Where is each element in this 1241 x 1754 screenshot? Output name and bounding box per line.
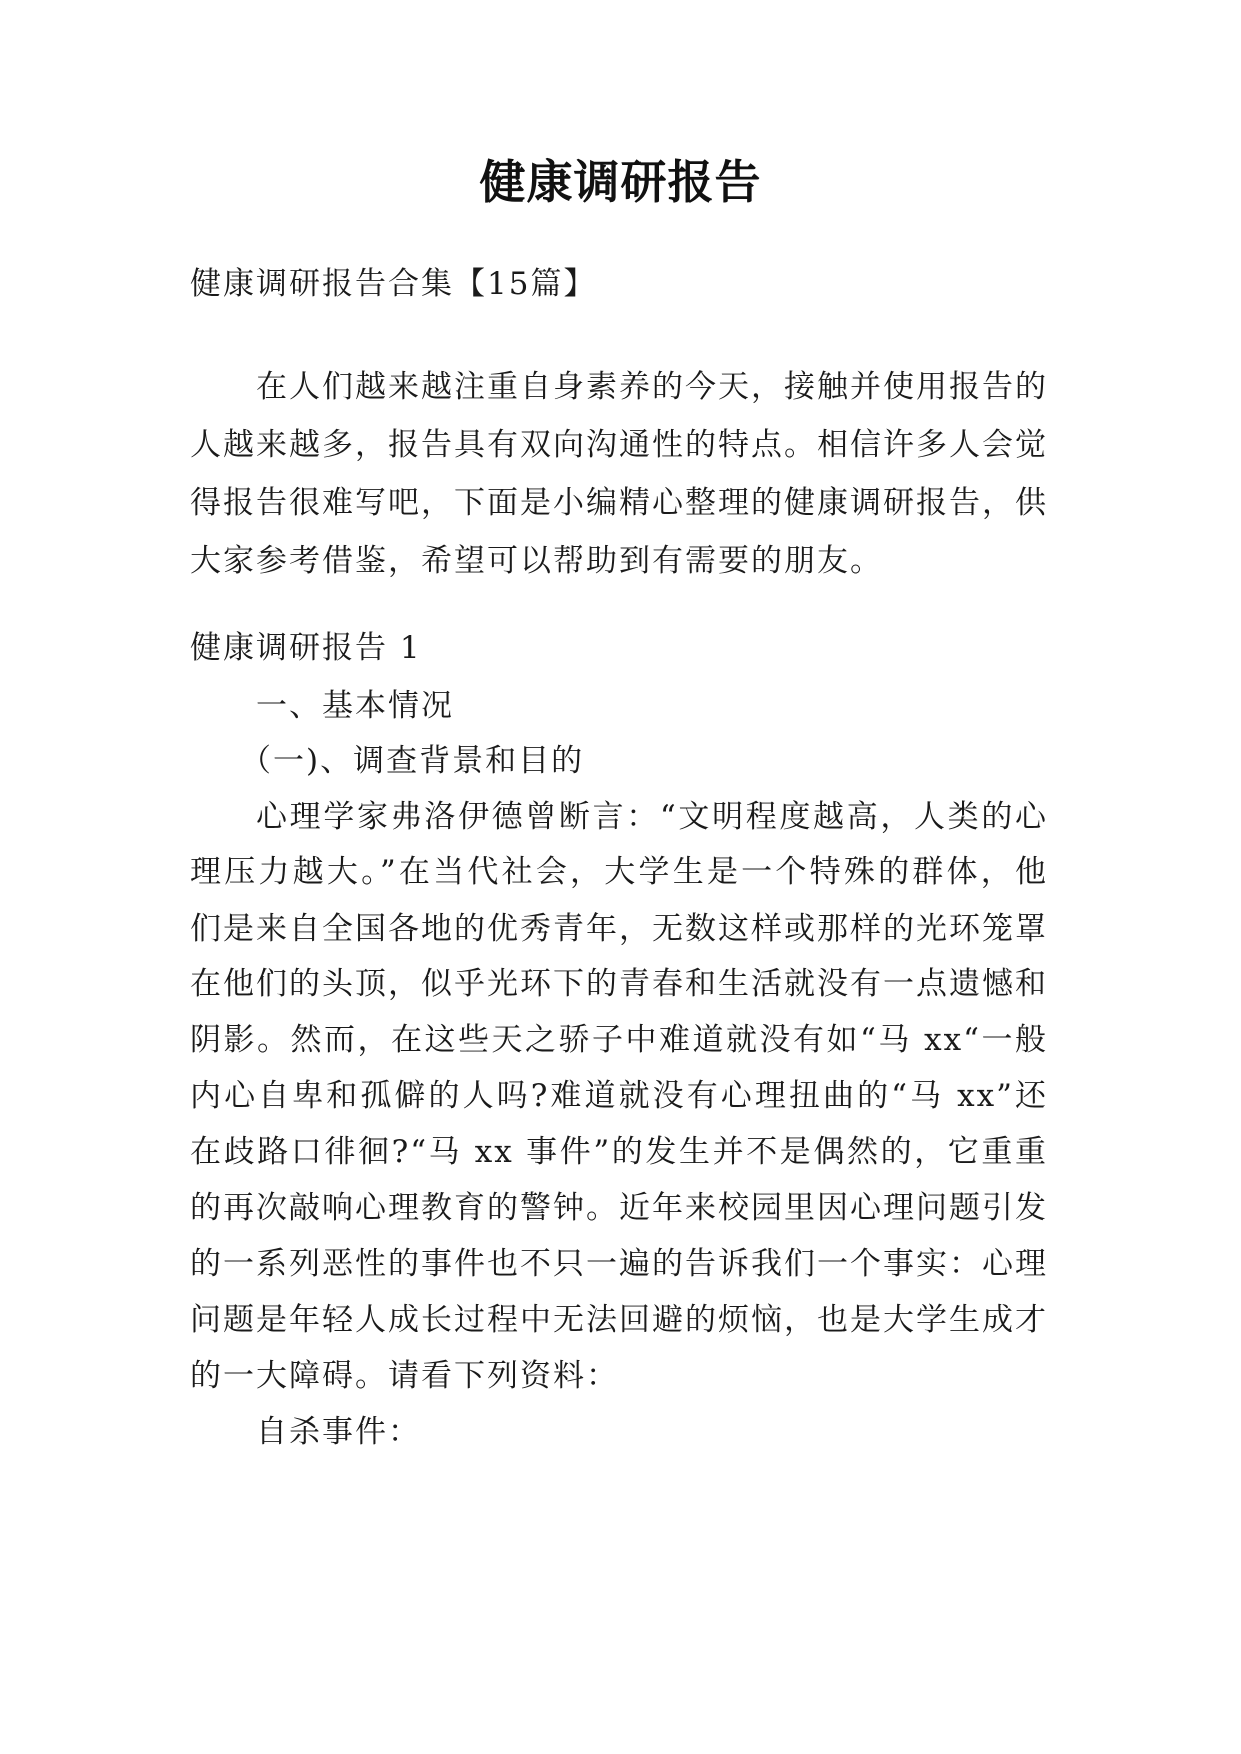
body-line: 在他们的头顶，似乎光环下的青春和生活就没有一点遗憾和 [190, 966, 1048, 1002]
section-title: 健康调研报告 1 [190, 630, 422, 666]
heading-background: （一)、调查背景和目的 [240, 743, 585, 779]
body-line: 问题是年轻人成长过程中无法回避的烦恼，也是大学生成才 [190, 1302, 1048, 1338]
body-line: 心理学家弗洛伊德曾断言：“文明程度越高，人类的心 [256, 799, 1048, 835]
body-line: 理压力越大。”在当代社会，大学生是一个特殊的群体，他 [190, 854, 1048, 890]
suicide-events-heading: 自杀事件： [256, 1414, 421, 1450]
body-line: 的一系列恶性的事件也不只一遍的告诉我们一个事实：心理 [190, 1246, 1048, 1282]
body-line: 的再次敲响心理教育的警钟。近年来校园里因心理问题引发 [190, 1190, 1048, 1226]
body-line: 的一大障碍。请看下列资料： [190, 1358, 619, 1394]
intro-line: 在人们越来越注重自身素养的今天，接触并使用报告的 [256, 369, 1048, 405]
document-subtitle: 健康调研报告合集【15篇】 [190, 266, 597, 302]
document-title: 健康调研报告 [479, 155, 762, 209]
intro-line: 得报告很难写吧，下面是小编精心整理的健康调研报告，供 [190, 485, 1048, 521]
heading-basic-situation: 一、基本情况 [256, 688, 454, 724]
body-line: 内心自卑和孤僻的人吗?难道就没有心理扭曲的“马 xx”还 [190, 1078, 1048, 1114]
body-line: 阴影。然而，在这些天之骄子中难道就没有如“马 xx“一般 [190, 1022, 1048, 1058]
body-line: 们是来自全国各地的优秀青年，无数这样或那样的光环笼罩 [190, 911, 1048, 947]
intro-line: 大家参考借鉴，希望可以帮助到有需要的朋友。 [190, 543, 883, 579]
intro-line: 人越来越多，报告具有双向沟通性的特点。相信许多人会觉 [190, 427, 1048, 463]
body-line: 在歧路口徘徊?“马 xx 事件”的发生并不是偶然的，它重重 [190, 1134, 1048, 1170]
